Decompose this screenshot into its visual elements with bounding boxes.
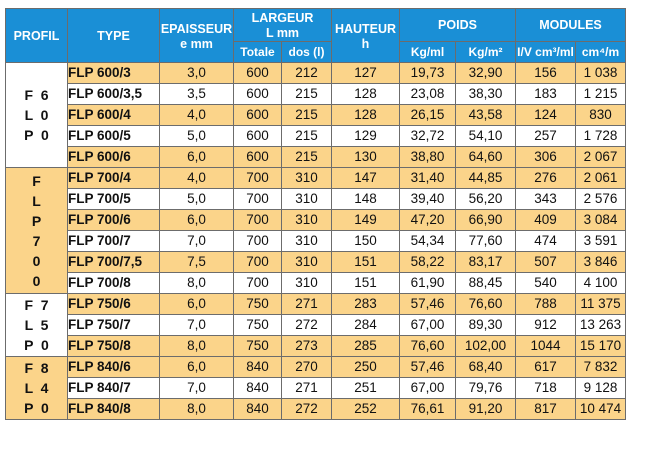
cell-type: FLP 600/4 [68, 105, 160, 126]
cell-kgm2: 54,10 [456, 126, 516, 147]
cell-totale: 700 [234, 189, 282, 210]
cell-dos: 310 [282, 168, 332, 189]
header-epaisseur-label: EPAISSEUR [160, 21, 233, 36]
cell-totale: 700 [234, 168, 282, 189]
cell-iv: 912 [516, 315, 576, 336]
cell-totale: 700 [234, 231, 282, 252]
table-row [6, 252, 626, 273]
cell-h: 285 [332, 336, 400, 357]
cell-dos: 270 [282, 357, 332, 378]
cell-iv: 817 [516, 399, 576, 420]
cell-h: 130 [332, 147, 400, 168]
cell-cm4: 3 846 [576, 252, 626, 273]
cell-iv: 183 [516, 84, 576, 105]
cell-totale: 700 [234, 252, 282, 273]
cell-dos: 273 [282, 336, 332, 357]
cell-totale: 840 [234, 399, 282, 420]
cell-e: 7,0 [160, 315, 234, 336]
cell-totale: 600 [234, 63, 282, 84]
cell-kgml: 47,20 [400, 210, 456, 231]
profil-letter-line: 0 [32, 252, 41, 269]
cell-h: 151 [332, 252, 400, 273]
table-row [6, 273, 626, 294]
table-row [6, 315, 626, 336]
cell-kgm2: 102,00 [456, 336, 516, 357]
cell-h: 127 [332, 63, 400, 84]
cell-h: 151 [332, 273, 400, 294]
cell-iv: 306 [516, 147, 576, 168]
cell-type: FLP 700/6 [68, 210, 160, 231]
cell-cm4: 3 084 [576, 210, 626, 231]
header-kgm2: Kg/m² [456, 42, 516, 63]
table-row [6, 294, 626, 315]
cell-iv: 788 [516, 294, 576, 315]
cell-totale: 600 [234, 147, 282, 168]
cell-totale: 700 [234, 210, 282, 231]
cell-iv: 540 [516, 273, 576, 294]
cell-kgml: 54,34 [400, 231, 456, 252]
cell-totale: 840 [234, 378, 282, 399]
profil-letter-line: F 7 [24, 297, 49, 313]
cell-kgml: 38,80 [400, 147, 456, 168]
cell-type: FLP 700/7,5 [68, 252, 160, 273]
cell-kgml: 76,61 [400, 399, 456, 420]
cell-cm4: 10 474 [576, 399, 626, 420]
cell-iv: 617 [516, 357, 576, 378]
cell-e: 6,0 [160, 147, 234, 168]
cell-kgml: 19,73 [400, 63, 456, 84]
cell-kgml: 57,46 [400, 357, 456, 378]
cell-e: 3,5 [160, 84, 234, 105]
profil-group-cell [6, 168, 68, 294]
header-epaisseur [160, 9, 234, 63]
cell-totale: 750 [234, 294, 282, 315]
cell-kgm2: 88,45 [456, 273, 516, 294]
header-hauteur-unit: h [361, 36, 370, 51]
profil-letter-line: F 6 [24, 87, 49, 103]
cell-kgml: 32,72 [400, 126, 456, 147]
cell-e: 7,5 [160, 252, 234, 273]
cell-kgm2: 91,20 [456, 399, 516, 420]
cell-dos: 310 [282, 273, 332, 294]
cell-kgm2: 32,90 [456, 63, 516, 84]
cell-h: 128 [332, 84, 400, 105]
table-row [6, 231, 626, 252]
header-totale: Totale [234, 42, 282, 63]
header-largeur-label: LARGEUR [251, 11, 314, 25]
cell-h: 147 [332, 168, 400, 189]
cell-e: 7,0 [160, 231, 234, 252]
cell-h: 284 [332, 315, 400, 336]
cell-kgml: 67,00 [400, 315, 456, 336]
cell-dos: 310 [282, 252, 332, 273]
cell-kgml: 23,08 [400, 84, 456, 105]
cell-kgm2: 38,30 [456, 84, 516, 105]
cell-type: FLP 840/7 [68, 378, 160, 399]
cell-kgml: 67,00 [400, 378, 456, 399]
cell-kgm2: 66,90 [456, 210, 516, 231]
profil-letter-line: F 8 [24, 360, 49, 376]
cell-kgm2: 56,20 [456, 189, 516, 210]
cell-e: 5,0 [160, 189, 234, 210]
cell-kgml: 39,40 [400, 189, 456, 210]
cell-dos: 310 [282, 189, 332, 210]
cell-totale: 600 [234, 105, 282, 126]
cell-cm4: 1 038 [576, 63, 626, 84]
table-header [6, 9, 626, 63]
cell-iv: 1044 [516, 336, 576, 357]
cell-h: 250 [332, 357, 400, 378]
cell-cm4: 1 728 [576, 126, 626, 147]
table-row [6, 147, 626, 168]
cell-kgm2: 83,17 [456, 252, 516, 273]
cell-h: 149 [332, 210, 400, 231]
cell-cm4: 7 832 [576, 357, 626, 378]
cell-iv: 156 [516, 63, 576, 84]
table-row [6, 168, 626, 189]
table-row [6, 105, 626, 126]
cell-type: FLP 700/5 [68, 189, 160, 210]
cell-cm4: 13 263 [576, 315, 626, 336]
cell-iv: 257 [516, 126, 576, 147]
cell-totale: 600 [234, 126, 282, 147]
table-row [6, 126, 626, 147]
cell-type: FLP 750/8 [68, 336, 160, 357]
cell-dos: 215 [282, 84, 332, 105]
cell-cm4: 11 375 [576, 294, 626, 315]
header-type: TYPE [68, 9, 160, 63]
cell-kgm2: 89,30 [456, 315, 516, 336]
table-row [6, 399, 626, 420]
profil-letter-line: P 0 [24, 127, 49, 143]
header-iv: I/V cm³/ml [516, 42, 576, 63]
cell-dos: 215 [282, 105, 332, 126]
cell-h: 251 [332, 378, 400, 399]
cell-dos: 271 [282, 294, 332, 315]
cell-h: 128 [332, 105, 400, 126]
profil-letter-line: L [32, 192, 41, 209]
cell-kgm2: 44,85 [456, 168, 516, 189]
cell-h: 252 [332, 399, 400, 420]
cell-kgml: 61,90 [400, 273, 456, 294]
cell-e: 4,0 [160, 168, 234, 189]
table-row [6, 189, 626, 210]
cell-e: 5,0 [160, 126, 234, 147]
profil-letter-line: L 0 [24, 107, 49, 123]
cell-type: FLP 700/7 [68, 231, 160, 252]
cell-totale: 840 [234, 357, 282, 378]
cell-kgml: 57,46 [400, 294, 456, 315]
cell-kgm2: 43,58 [456, 105, 516, 126]
cell-iv: 718 [516, 378, 576, 399]
cell-totale: 750 [234, 315, 282, 336]
profil-letter-line: P [31, 212, 42, 229]
cell-e: 4,0 [160, 105, 234, 126]
header-hauteur [332, 9, 400, 63]
cell-kgm2: 76,60 [456, 294, 516, 315]
header-profil: PROFIL [6, 9, 68, 63]
header-dos: dos (l) [282, 42, 332, 63]
cell-dos: 271 [282, 378, 332, 399]
profile-spec-table [5, 8, 626, 420]
cell-h: 129 [332, 126, 400, 147]
cell-dos: 212 [282, 63, 332, 84]
cell-e: 8,0 [160, 273, 234, 294]
cell-cm4: 3 591 [576, 231, 626, 252]
cell-dos: 215 [282, 147, 332, 168]
profil-group-cell [6, 294, 68, 357]
cell-h: 150 [332, 231, 400, 252]
cell-cm4: 2 061 [576, 168, 626, 189]
cell-dos: 310 [282, 210, 332, 231]
cell-type: FLP 840/8 [68, 399, 160, 420]
profil-letter-line: 7 [32, 232, 41, 249]
cell-cm4: 830 [576, 105, 626, 126]
header-cm4: cm⁴/m [576, 42, 626, 63]
table-row [6, 63, 626, 84]
cell-e: 6,0 [160, 357, 234, 378]
cell-cm4: 2 067 [576, 147, 626, 168]
cell-totale: 700 [234, 273, 282, 294]
profil-letter-line: L 5 [24, 317, 49, 333]
profil-letter-line: 0 [32, 272, 41, 289]
table-row [6, 210, 626, 231]
cell-cm4: 15 170 [576, 336, 626, 357]
cell-kgml: 26,15 [400, 105, 456, 126]
cell-kgml: 76,60 [400, 336, 456, 357]
cell-type: FLP 700/8 [68, 273, 160, 294]
cell-kgm2: 64,60 [456, 147, 516, 168]
cell-iv: 409 [516, 210, 576, 231]
cell-h: 283 [332, 294, 400, 315]
cell-e: 6,0 [160, 210, 234, 231]
cell-iv: 124 [516, 105, 576, 126]
header-largeur-unit: L mm [265, 26, 300, 40]
table-row [6, 378, 626, 399]
cell-type: FLP 750/7 [68, 315, 160, 336]
cell-kgm2: 68,40 [456, 357, 516, 378]
profile-spec-table-container [5, 8, 626, 420]
cell-cm4: 9 128 [576, 378, 626, 399]
cell-type: FLP 840/6 [68, 357, 160, 378]
header-poids: POIDS [400, 9, 516, 42]
profil-letter-line: F [32, 172, 41, 189]
cell-totale: 750 [234, 336, 282, 357]
cell-type: FLP 600/3 [68, 63, 160, 84]
header-kgml: Kg/ml [400, 42, 456, 63]
cell-e: 8,0 [160, 399, 234, 420]
cell-kgm2: 77,60 [456, 231, 516, 252]
cell-cm4: 4 100 [576, 273, 626, 294]
cell-type: FLP 600/6 [68, 147, 160, 168]
profil-letter-line: P 0 [24, 400, 49, 416]
cell-type: FLP 750/6 [68, 294, 160, 315]
profil-group-cell [6, 63, 68, 168]
table-row [6, 336, 626, 357]
header-modules: MODULES [516, 9, 626, 42]
table-body [6, 63, 626, 420]
cell-iv: 276 [516, 168, 576, 189]
cell-dos: 310 [282, 231, 332, 252]
cell-iv: 474 [516, 231, 576, 252]
cell-type: FLP 600/3,5 [68, 84, 160, 105]
cell-e: 3,0 [160, 63, 234, 84]
cell-kgm2: 79,76 [456, 378, 516, 399]
cell-iv: 507 [516, 252, 576, 273]
header-epaisseur-unit: e mm [180, 36, 213, 51]
cell-totale: 600 [234, 84, 282, 105]
profil-group-cell [6, 357, 68, 420]
cell-type: FLP 700/4 [68, 168, 160, 189]
cell-dos: 215 [282, 126, 332, 147]
profil-letter-line: P 0 [24, 337, 49, 353]
profil-letter-line: L 4 [24, 380, 49, 396]
cell-cm4: 2 576 [576, 189, 626, 210]
cell-e: 6,0 [160, 294, 234, 315]
cell-h: 148 [332, 189, 400, 210]
table-row [6, 357, 626, 378]
header-largeur [234, 9, 332, 42]
header-hauteur-label: HAUTEUR [334, 21, 397, 36]
table-row [6, 84, 626, 105]
cell-cm4: 1 215 [576, 84, 626, 105]
cell-e: 8,0 [160, 336, 234, 357]
cell-e: 7,0 [160, 378, 234, 399]
cell-dos: 272 [282, 315, 332, 336]
cell-kgml: 31,40 [400, 168, 456, 189]
cell-dos: 272 [282, 399, 332, 420]
cell-iv: 343 [516, 189, 576, 210]
cell-kgml: 58,22 [400, 252, 456, 273]
cell-type: FLP 600/5 [68, 126, 160, 147]
